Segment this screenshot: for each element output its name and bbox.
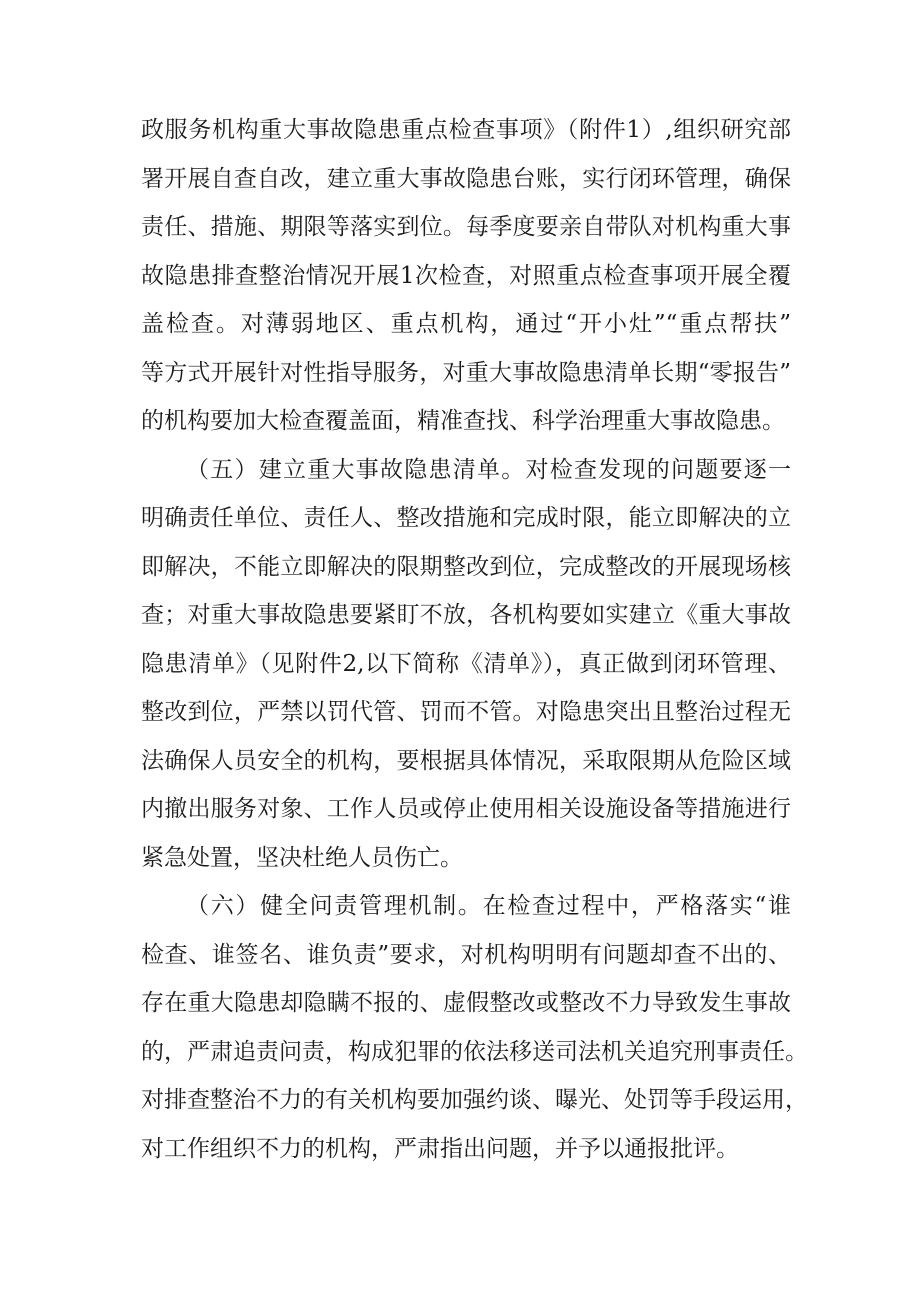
text-line: 的，严肃追责问责，构成犯罪的依法移送司法机关追究刑事责任。 xyxy=(141,1039,808,1065)
text-line: 即解决，不能立即解决的限期整改到位，完成整改的开展现场核 xyxy=(141,554,791,580)
text-line: 检查、谁签名、谁负责”要求，对机构明明有问题却查不出的、 xyxy=(141,942,791,968)
text-line: 对工作组织不力的机构，严肃指出问题，并予以通报批评。 xyxy=(141,1136,739,1162)
text-line: 明确责任单位、责任人、整改措施和完成时限，能立即解决的立 xyxy=(141,505,791,531)
text-line: 内撤出服务对象、工作人员或停止使用相关设施设备等措施进行 xyxy=(141,796,791,822)
text-line: 紧急处置，坚决杜绝人员伤亡。 xyxy=(141,845,463,871)
text-line: 等方式开展针对性指导服务，对重大事故隐患清单长期“零报告” xyxy=(141,360,791,386)
text-line: 隐患清单》（见附件2,以下简称《清单》），真正做到闭环管理、 xyxy=(141,651,791,677)
section-heading-line: （五）建立重大事故隐患清单。对检查发现的问题要逐一 xyxy=(186,457,791,483)
text-line: 查；对重大事故隐患要紧盯不放，各机构要如实建立《重大事故 xyxy=(141,602,791,628)
text-line: 整改到位，严禁以罚代管、罚而不管。对隐患突出且整治过程无 xyxy=(141,699,791,725)
text-line: 政服务机构重大事故隐患重点检查事项》（附件1）,组织研究部 xyxy=(141,117,791,143)
text-line: 法确保人员安全的机构，要根据具体情况，采取限期从危险区域 xyxy=(141,748,791,774)
text-line: 盖检查。对薄弱地区、重点机构，通过“开小灶”“重点帮扶” xyxy=(141,311,791,337)
text-line: 对排查整治不力的有关机构要加强约谈、曝光、处罚等手段运用， xyxy=(141,1087,808,1113)
text-line: 署开展自查自改，建立重大事故隐患台账，实行闭环管理，确保 xyxy=(141,166,791,192)
section-heading-line: （六）健全问责管理机制。在检查过程中，严格落实“谁 xyxy=(186,893,791,919)
text-line: 存在重大隐患却隐瞒不报的、虚假整改或整改不力导致发生事故 xyxy=(141,990,791,1016)
text-line: 故隐患排查整治情况开展1次检查，对照重点检查事项开展全覆 xyxy=(141,263,791,289)
text-line: 的机构要加大检查覆盖面，精准查找、科学治理重大事故隐患。 xyxy=(141,408,785,434)
text-line: 责任、措施、期限等落实到位。每季度要亲自带队对机构重大事 xyxy=(141,214,791,240)
